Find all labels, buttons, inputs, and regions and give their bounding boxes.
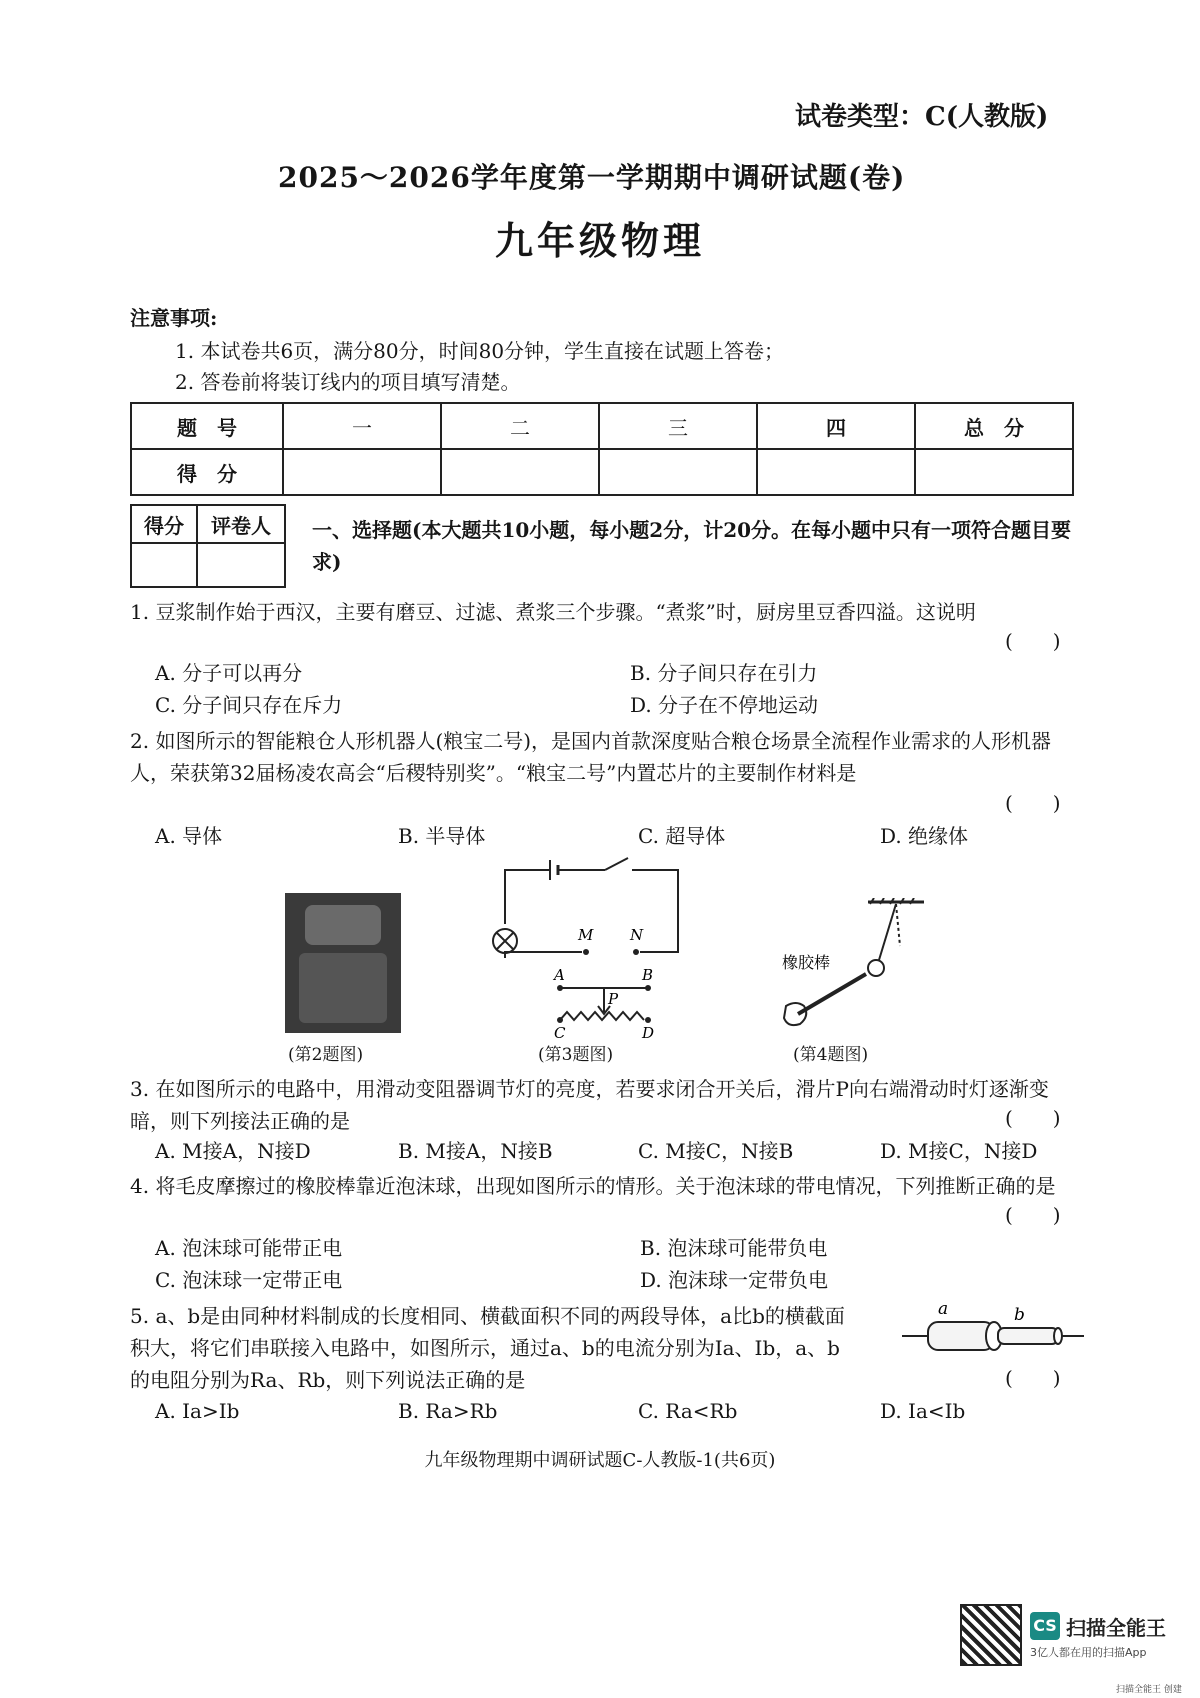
figure-5-conductors [898,1296,1088,1366]
question-1-option-b[interactable]: B. 分子间只存在引力 [630,661,818,685]
grader-name-label: 评卷人 [197,505,285,543]
label-n: N [630,926,644,944]
question-2-option-c[interactable]: C. 超导体 [638,824,726,848]
conductor-b-label: b [1014,1305,1025,1325]
grader-name-cell[interactable] [197,543,285,587]
score-table-score-row [131,449,1073,495]
label-p: P [608,990,619,1008]
question-4-option-b[interactable]: B. 泡沫球可能带负电 [640,1236,828,1260]
label-b: B [642,966,654,984]
label-c: C [554,1024,566,1042]
robot-photo [285,893,401,1033]
question-3-answer-paren[interactable]: ( ) [1005,1106,1061,1130]
col-4: 四 [757,403,915,449]
scanner-tagline: 3亿人都在用的扫描App [1030,1646,1147,1659]
question-1-answer-paren[interactable]: ( ) [1005,629,1061,653]
question-1-stem: 1. 豆浆制作始于西汉，主要有磨豆、过滤、煮浆三个步骤。“煮浆”时，厨房里豆香四溢。这说明 [130,600,976,624]
qr-code-icon [960,1604,1022,1666]
question-3-stem: 3. 在如图所示的电路中，用滑动变阻器调节灯的亮度，若要求闭合开关后，滑片P向右端滑动时灯逐渐变暗，则下列接法正确的是 [130,1077,1049,1133]
score-cell-3[interactable] [599,449,757,495]
rubber-rod-label: 橡胶棒 [782,953,831,972]
row-label-score: 得 分 [131,449,283,495]
score-table [130,402,1074,496]
robot-body [299,953,387,1023]
question-2-option-b[interactable]: B. 半导体 [398,824,486,848]
question-1-option-c[interactable]: C. 分子间只存在斥力 [155,693,343,717]
row-label-number: 题 号 [131,403,283,449]
figure-3-circuit [480,852,690,1042]
question-1-option-d[interactable]: D. 分子在不停地运动 [630,693,819,717]
notice-item-1: 1. 本试卷共6页，满分80分，时间80分钟，学生直接在试题上答卷； [175,339,785,363]
question-5-option-a[interactable]: A. Ia>Ib [155,1399,240,1423]
subject-title: 九年级物理 [494,218,705,263]
page-footer: 九年级物理期中调研试题C-人教版-1(共6页) [424,1450,776,1471]
question-3-option-d[interactable]: D. M接C，N接D [880,1139,1038,1163]
figure-2-caption: (第2题图) [288,1045,364,1065]
question-5-option-c[interactable]: C. Ra<Rb [638,1399,738,1423]
question-4-stem: 4. 将毛皮摩擦过的橡胶棒靠近泡沫球，出现如图所示的情形。关于泡沫球的带电情况，下列推断正确的是 [130,1174,1056,1198]
question-5-answer-paren[interactable]: ( ) [1005,1366,1061,1390]
label-a: A [554,966,565,984]
question-3-option-a[interactable]: A. M接A，N接D [155,1139,311,1163]
score-table-header-row [131,403,1073,449]
exam-title: 2025～2026学年度第一学期期中调研试题(卷) [278,161,906,194]
question-2-answer-paren[interactable]: ( ) [1005,791,1061,815]
grader-score-cell[interactable] [131,543,197,587]
label-m: M [578,926,594,944]
question-1-option-a[interactable]: A. 分子可以再分 [155,661,303,685]
figure-3-caption: (第3题图) [538,1045,614,1065]
question-3-option-b[interactable]: B. M接A，N接B [398,1139,553,1163]
scanner-app-name: 扫描全能王 [1066,1616,1166,1640]
question-5-option-d[interactable]: D. Ia<Ib [880,1399,966,1423]
score-cell-1[interactable] [283,449,441,495]
question-4-option-c[interactable]: C. 泡沫球一定带正电 [155,1268,343,1292]
col-1: 一 [283,403,441,449]
question-4-option-a[interactable]: A. 泡沫球可能带正电 [155,1236,343,1260]
score-cell-4[interactable] [757,449,915,495]
conductor-a-label: a [938,1299,949,1319]
figure-4-rod-ball [778,898,938,1033]
cs-logo-badge: CS [1030,1612,1060,1640]
figure-4-caption: (第4题图) [793,1045,869,1065]
question-2-option-d[interactable]: D. 绝缘体 [880,824,969,848]
paper-type: 试卷类型：C(人教版) [795,102,1049,132]
notice-item-2: 2. 答卷前将装订线内的项目填写清楚。 [175,370,521,394]
col-total: 总 分 [915,403,1073,449]
question-2-stem: 2. 如图所示的智能粮仓人形机器人(粮宝二号)，是国内首款深度贴合粮仓场景全流程作业需求的人形机器人，荣获第32届杨凌农高会“后稷特别奖”。“粮宝二号”内置芯片的主要制作材料是 [130,729,1052,785]
grader-box [130,504,286,588]
col-3: 三 [599,403,757,449]
scanner-created-by: 扫描全能王 创建 [1116,1685,1182,1695]
notice-heading: 注意事项: [130,306,218,330]
question-5-stem: 5. a、b是由同种材料制成的长度相同、横截面积不同的两段导体，a比b的横截面积大，将它们串联接入电路中，如图所示，通过a、b的电流分别为Ia、Ib，a、b的电阻分别为Ra、Rb，则下列说法正确的是 [130,1304,845,1392]
col-2: 二 [441,403,599,449]
section-1-title: 一、选择题(本大题共10小题，每小题2分，计20分。在每小题中只有一项符合题目要求) [312,518,1072,574]
question-2-option-a[interactable]: A. 导体 [155,824,223,848]
label-d: D [642,1024,655,1042]
question-4-option-d[interactable]: D. 泡沫球一定带负电 [640,1268,829,1292]
robot-head [305,905,381,945]
question-5-option-b[interactable]: B. Ra>Rb [398,1399,498,1423]
grader-score-label: 得分 [131,505,197,543]
question-4-answer-paren[interactable]: ( ) [1005,1203,1061,1227]
score-cell-total[interactable] [915,449,1073,495]
question-3-option-c[interactable]: C. M接C，N接B [638,1139,794,1163]
score-cell-2[interactable] [441,449,599,495]
